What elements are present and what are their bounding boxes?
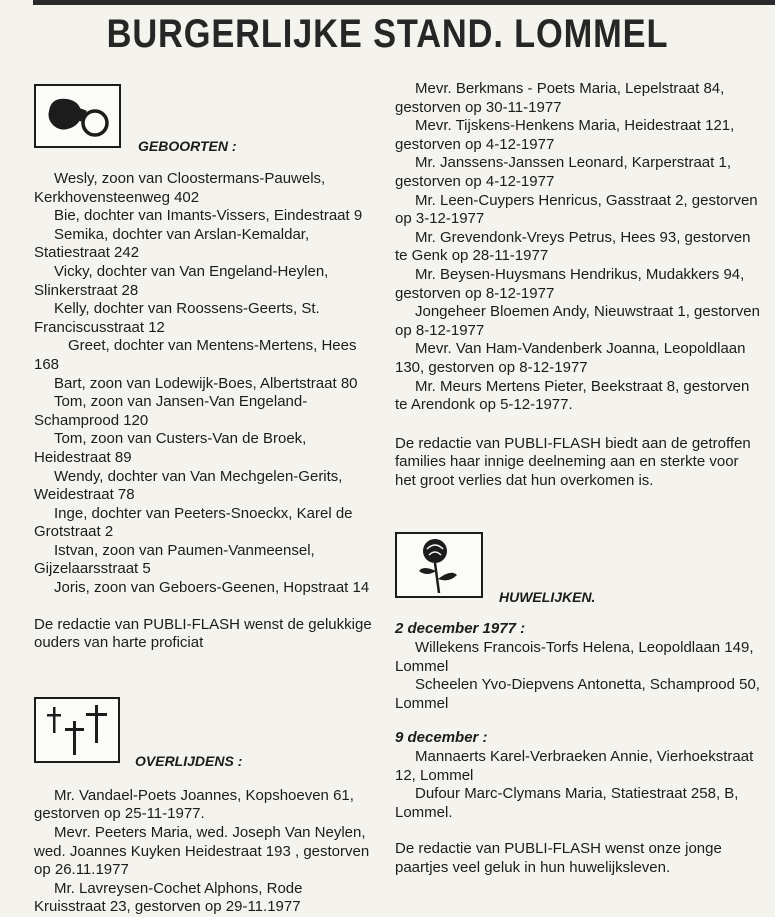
list-item: Greet, dochter van Mentens-Mertens, Hees 168 (34, 337, 357, 373)
list-item: Mevr. Berkmans - Poets Maria, Lepelstraat 84, gestorven op 30-11-1977 (395, 80, 725, 116)
list-item: Vicky, dochter van Van Engeland-Heylen, Slinkerstraat 28 (34, 262, 329, 299)
rose-icon (395, 532, 483, 598)
births-closing: De redactie van PUBLI-FLASH wenst de gelukkige ouders van harte proficiat (34, 615, 372, 652)
list-item: Mr. Vandael-Poets Joannes, Kopshoeven 61, gestorven op 25-11-1977. (34, 786, 354, 823)
marriages-closing: De redactie van PUBLI-FLASH wenst onze jonge paartjes veel geluk in hun huwelijksleven. (395, 840, 722, 876)
list-item: Kelly, dochter van Roossens-Geerts, St. Franciscusstraat 12 (34, 300, 320, 336)
list-item: Jongeheer Bloemen Andy, Nieuwstraat 1, gestorven op 8-12-1977 (395, 303, 760, 339)
list-item: Semika, dochter van Arslan-Kemaldar, Statiestraat 242 (34, 225, 310, 262)
list-item: Mr. Beysen-Huysmans Hendrikus, Mudakkers 94, gestorven op 8-12-1977 (395, 265, 745, 302)
list-item: Joris, zoon van Geboers-Geenen, Hopstraat 14 (54, 579, 370, 597)
list-item: Mevr. Tijskens-Henkens Maria, Heidestraat 121, gestorven op 4-12-1977 (395, 117, 735, 153)
deaths-closing: De redactie van PUBLI-FLASH biedt aan de getroffen families haar innige deelneming aan en sterkte voor het groot verlies dat hun overkomen is. (395, 434, 751, 489)
right-column (395, 80, 761, 878)
top-rule (33, 0, 775, 5)
list-item: Mr. Grevendonk-Vreys Petrus, Hees 93, gestorven te Genk op 28-11-1977 (395, 228, 751, 265)
deaths-heading: OVERLIJDENS : (135, 753, 243, 770)
list-item: Wendy, dochter van Van Mechgelen-Gerits, Weidestraat 78 (34, 467, 343, 504)
list-item: Inge, dochter van Peeters-Snoeckx, Karel de Grotstraat 2 (34, 504, 353, 541)
list-item: Willekens Francois-Torfs Helena, Leopoldlaan 149, Lommel (395, 639, 754, 675)
list-item: Mr. Meurs Mertens Pieter, Beekstraat 8, gestorven te Arendonk op 5-12-1977. (395, 377, 750, 414)
list-item: Wesly, zoon van Cloostermans-Pauwels, Kerkhovensteenweg 402 (34, 170, 326, 206)
list-item: Dufour Marc-Clymans Maria, Statiestraat 258, B, Lommel. (395, 785, 739, 821)
list-item: Istvan, zoon van Paumen-Vanmeensel, Gijzelaarsstraat 5 (34, 541, 315, 578)
marriages-date-1: 2 december 1977 : (395, 620, 526, 638)
deaths-list-left (34, 787, 372, 917)
list-item: Tom, zoon van Custers-Van de Broek, Heidestraat 89 (34, 430, 307, 466)
list-item: Mr. Janssens-Janssen Leonard, Karperstraat 1, gestorven op 4-12-1977 (395, 154, 731, 190)
marriages-heading: HUWELIJKEN. (499, 588, 596, 605)
list-item: Mr. Leen-Cuypers Henricus, Gasstraat 2, gestorven op 3-12-1977 (395, 191, 758, 228)
left-column (34, 80, 372, 917)
marriages-date-2: 9 december : (395, 729, 488, 747)
list-item: Tom, zoon van Jansen-Van Engeland-Schamprood 120 (34, 393, 308, 429)
list-item: Mevr. Van Ham-Vandenberk Joanna, Leopoldlaan 130, gestorven op 8-12-1977 (395, 340, 746, 376)
crosses-icon (34, 697, 120, 763)
page-title: BURGERLIJKE STAND. LOMMEL (106, 12, 669, 56)
list-item: Bie, dochter van Imants-Vissers, Eindestraat 9 (54, 207, 363, 225)
list-item: Bart, zoon van Lodewijk-Boes, Albertstraat 80 (54, 374, 358, 392)
deaths-list-right (395, 80, 761, 415)
births-list (34, 170, 372, 598)
list-item: Mannaerts Karel-Verbraeken Annie, Vierhoekstraat 12, Lommel (395, 748, 754, 784)
list-item: Mevr. Peeters Maria, wed. Joseph Van Neylen, wed. Joannes Kuyken Heidestraat 193 , gestorven op 26.11.1977 (34, 824, 370, 879)
births-heading: GEBOORTEN : (138, 138, 237, 155)
list-item: Mr. Lavreysen-Cochet Alphons, Rode Kruisstraat 23, gestorven op 29-11.1977 (34, 879, 303, 916)
list-item: Scheelen Yvo-Diepvens Antonetta, Schamprood 50, Lommel (395, 676, 760, 712)
pacifier-icon (34, 84, 121, 148)
